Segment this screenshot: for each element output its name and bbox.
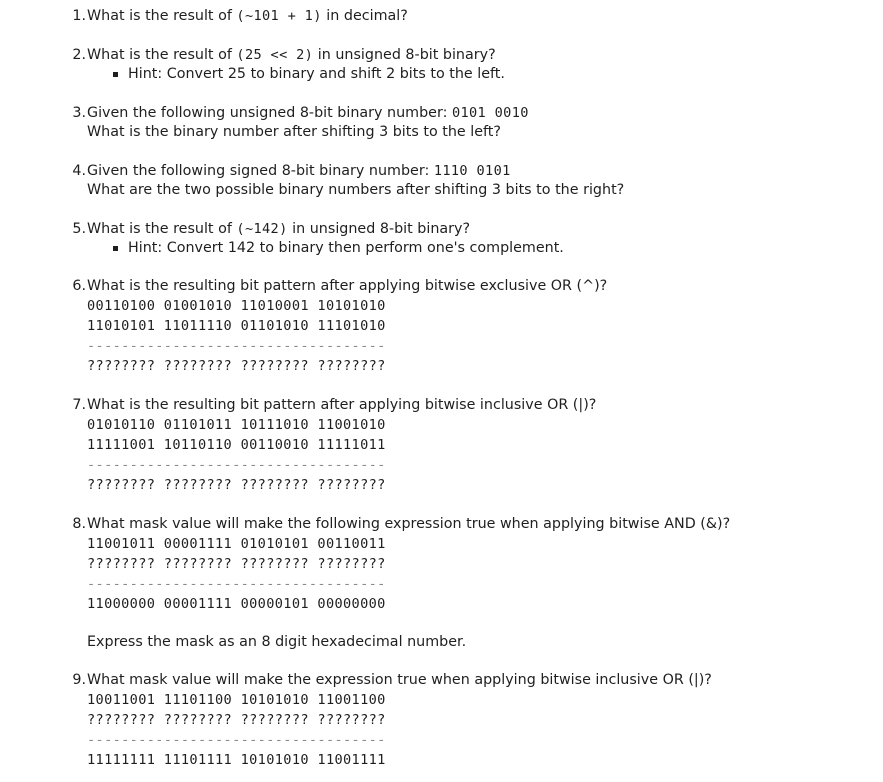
question-text: Given the following signed 8-bit binary number: 1110 0101 bbox=[87, 163, 511, 179]
code-expression: (25 << 2) bbox=[236, 47, 314, 63]
question-text: Given the following unsigned 8-bit binary number: 0101 0010 bbox=[87, 105, 529, 121]
bullet-icon bbox=[113, 246, 118, 251]
bit-row-2: ???????? ???????? ???????? ???????? bbox=[87, 712, 386, 728]
question-text: What mask value will make the following expression true when applying bitwise AND (&)? bbox=[87, 516, 731, 532]
question-subtext: What are the two possible binary numbers after shifting 3 bits to the right? bbox=[87, 182, 625, 198]
bit-row-1: 01010110 01101011 10111010 11001010 bbox=[87, 417, 386, 433]
separator-line: ----------------------------------- bbox=[87, 732, 386, 748]
question-text: What is the resulting bit pattern after applying bitwise exclusive OR (^)? bbox=[87, 278, 608, 294]
hint-text: Hint: Convert 25 to binary and shift 2 bits to the left. bbox=[128, 66, 505, 82]
bullet-icon bbox=[113, 72, 118, 77]
question-text: What is the resulting bit pattern after applying bitwise inclusive OR (|)? bbox=[87, 397, 597, 413]
binary-value: 1110 0101 bbox=[433, 163, 511, 179]
result-row: 11111111 11101111 10101010 11001111 bbox=[87, 752, 386, 768]
bit-row-2: ???????? ???????? ???????? ???????? bbox=[87, 556, 386, 572]
question-number: 6. bbox=[72, 278, 86, 294]
result-row: ???????? ???????? ???????? ???????? bbox=[87, 477, 386, 493]
question-text: What is the result of (25 << 2) in unsigned 8-bit binary? bbox=[87, 47, 496, 63]
question-text: What is the result of (~101 + 1) in decimal? bbox=[87, 8, 408, 24]
code-expression: (~101 + 1) bbox=[236, 8, 322, 24]
result-row: 11000000 00001111 00000101 00000000 bbox=[87, 596, 386, 612]
question-number: 4. bbox=[72, 163, 86, 179]
question-number: 2. bbox=[72, 47, 86, 63]
bit-row-1: 00110100 01001010 11010001 10101010 bbox=[87, 298, 386, 314]
separator-line: ----------------------------------- bbox=[87, 338, 386, 354]
binary-value: 0101 0010 bbox=[451, 105, 529, 121]
question-subtext: What is the binary number after shifting 3 bits to the left? bbox=[87, 124, 502, 140]
question-number: 9. bbox=[72, 672, 86, 688]
bit-row-2: 11010101 11011110 01101010 11101010 bbox=[87, 318, 386, 334]
question-text: What mask value will make the expression true when applying bitwise inclusive OR (|)? bbox=[87, 672, 712, 688]
hint-text: Hint: Convert 142 to binary then perform one's complement. bbox=[128, 240, 564, 256]
separator-line: ----------------------------------- bbox=[87, 576, 386, 592]
question-number: 5. bbox=[72, 221, 86, 237]
question-number: 7. bbox=[72, 397, 86, 413]
question-number: 1. bbox=[72, 8, 86, 24]
code-expression: (~142) bbox=[236, 221, 288, 237]
bit-row-1: 11001011 00001111 01010101 00110011 bbox=[87, 536, 386, 552]
bit-row-1: 10011001 11101100 10101010 11001100 bbox=[87, 692, 386, 708]
separator-line: ----------------------------------- bbox=[87, 457, 386, 473]
result-row: ???????? ???????? ???????? ???????? bbox=[87, 358, 386, 374]
question-number: 8. bbox=[72, 516, 86, 532]
question-number: 3. bbox=[72, 105, 86, 121]
question-note: Express the mask as an 8 digit hexadecimal number. bbox=[87, 634, 467, 650]
question-text: What is the result of (~142) in unsigned 8-bit binary? bbox=[87, 221, 471, 237]
bit-row-2: 11111001 10110110 00110010 11111011 bbox=[87, 437, 386, 453]
